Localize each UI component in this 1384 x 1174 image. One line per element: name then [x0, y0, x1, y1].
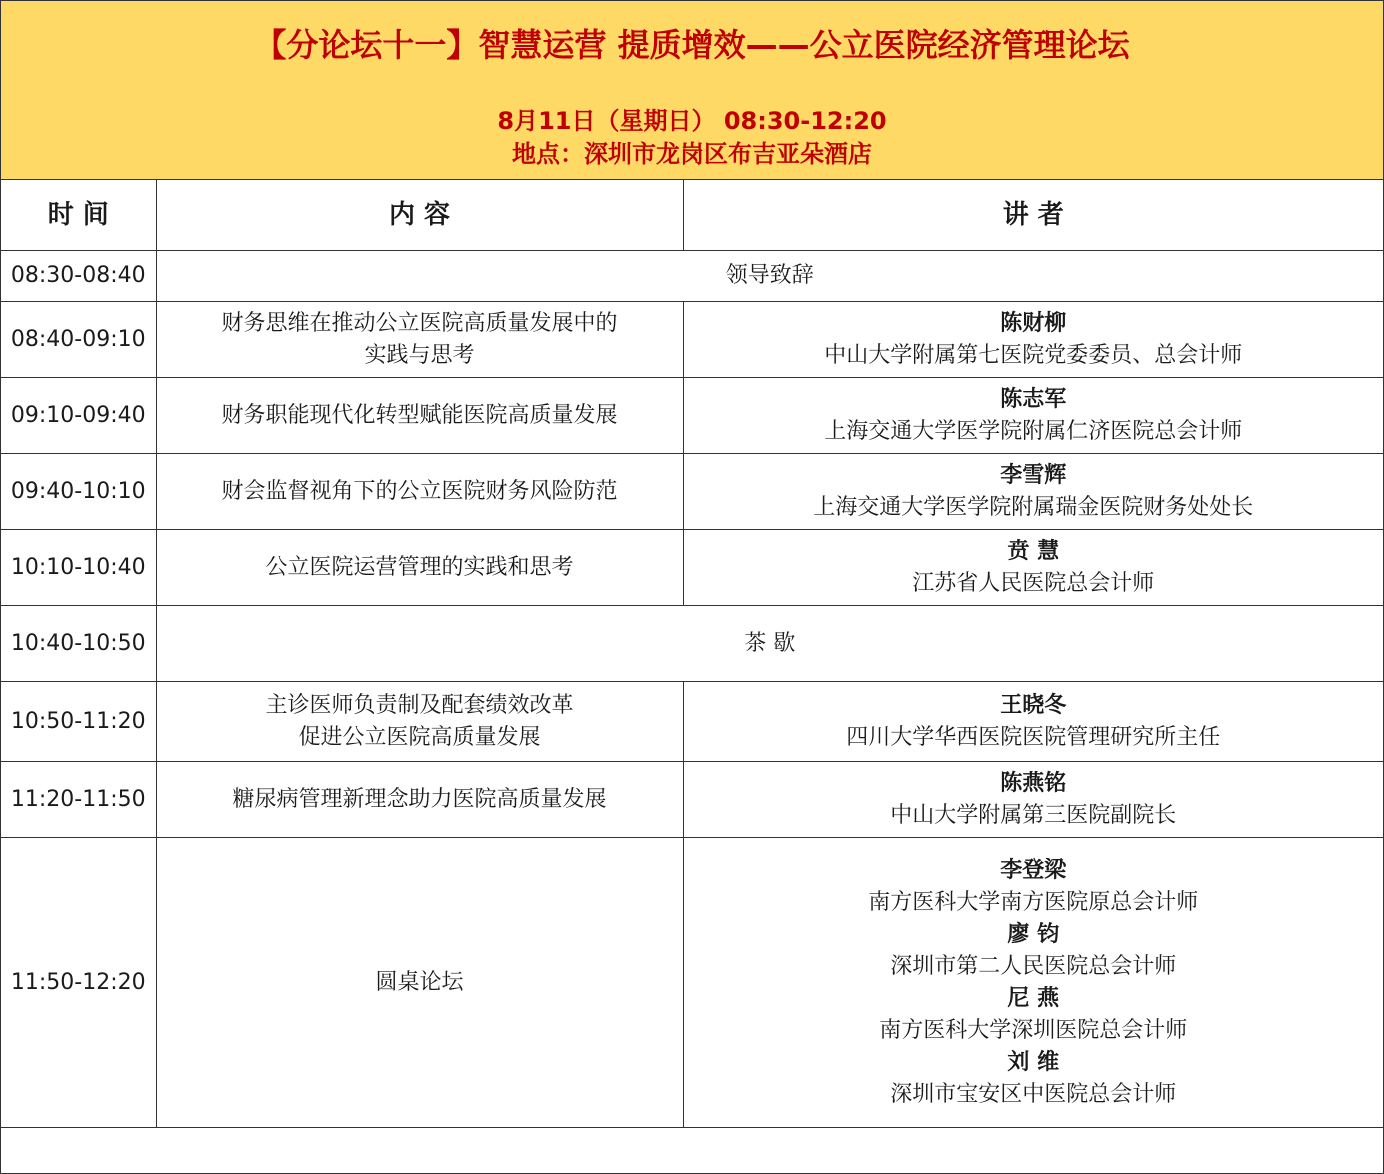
row-content: [156, 530, 683, 606]
content-line: 茶 歇: [744, 630, 796, 656]
row-time: 10:50-11:20: [1, 682, 156, 762]
row-speaker: [683, 838, 1383, 1128]
row-speaker: [683, 530, 1383, 606]
row-time: 09:10-09:40: [1, 378, 156, 454]
column-header-speaker: 讲 者: [683, 180, 1383, 251]
speaker-affiliation: 上海交通大学医学院附属瑞金医院财务处处长: [813, 494, 1254, 520]
row-time: 10:40-10:50: [1, 606, 156, 682]
forum-date: 8月11日（星期日） 08:30-12:20: [497, 107, 887, 135]
forum-venue: 地点：深圳市龙岗区布吉亚朵酒店: [512, 140, 872, 168]
content-line: 财务思维在推动公立医院高质量发展中的: [221, 310, 618, 336]
agenda-table: [1, 180, 1383, 1174]
content-line: 圆桌论坛: [375, 969, 464, 995]
speaker-name: 李登梁: [1000, 857, 1067, 883]
row-content: [156, 762, 683, 838]
row-time: 11:50-12:20: [1, 838, 156, 1128]
speaker-name: 尼 燕: [1007, 985, 1060, 1011]
row-speaker: [683, 762, 1383, 838]
row-speaker: [683, 682, 1383, 762]
speaker-name: 陈志军: [1000, 386, 1067, 412]
table-row: [1, 682, 1383, 762]
row-time: 08:40-09:10: [1, 302, 156, 378]
speaker-name: 刘 维: [1007, 1049, 1060, 1075]
table-row: [1, 251, 1383, 302]
content-line: 财会监督视角下的公立医院财务风险防范: [221, 478, 618, 504]
speaker-name: 李雪辉: [1000, 462, 1067, 488]
content-line: 财务职能现代化转型赋能医院高质量发展: [221, 402, 618, 428]
content-line: 主诊医师负责制及配套绩效改革: [265, 692, 574, 718]
row-speaker: [683, 302, 1383, 378]
row-content: [156, 251, 1383, 302]
row-content: [156, 682, 683, 762]
table-row: [1, 530, 1383, 606]
content-line: 公立医院运营管理的实践和思考: [265, 554, 574, 580]
content-line: 促进公立医院高质量发展: [298, 724, 541, 750]
row-time: 08:30-08:40: [1, 251, 156, 302]
table-row: [1, 378, 1383, 454]
speaker-affiliation: 深圳市宝安区中医院总会计师: [890, 1081, 1177, 1107]
speaker-affiliation: 南方医科大学南方医院原总会计师: [868, 889, 1199, 915]
speaker-name: 王晓冬: [1000, 692, 1067, 718]
row-speaker: [683, 454, 1383, 530]
table-row: [1, 454, 1383, 530]
row-time: 11:20-11:50: [1, 762, 156, 838]
header-banner: [1, 1, 1383, 180]
table-row: [1, 302, 1383, 378]
speaker-affiliation: 江苏省人民医院总会计师: [912, 570, 1155, 596]
speaker-name: 陈燕铭: [1000, 770, 1067, 796]
content-line: 领导致辞: [725, 263, 814, 288]
row-time: 09:40-10:10: [1, 454, 156, 530]
speaker-name: 廖 钧: [1007, 921, 1060, 947]
empty-row: [1, 1128, 1383, 1174]
table-row: [1, 762, 1383, 838]
table-row: [1, 838, 1383, 1128]
speaker-affiliation: 深圳市第二人民医院总会计师: [890, 953, 1177, 979]
row-content: [156, 302, 683, 378]
row-content: [156, 378, 683, 454]
speaker-affiliation: 四川大学华西医院医院管理研究所主任: [846, 724, 1221, 750]
speaker-affiliation: 中山大学附属第七医院党委委员、总会计师: [824, 342, 1243, 368]
row-speaker: [683, 378, 1383, 454]
speaker-name: 陈财柳: [1000, 310, 1067, 336]
speaker-affiliation: 南方医科大学深圳医院总会计师: [879, 1017, 1188, 1043]
column-header-content: 内 容: [156, 180, 683, 251]
row-content: [156, 838, 683, 1128]
table-header-row: [1, 180, 1383, 251]
speaker-name: 贲 慧: [1007, 538, 1060, 564]
empty-cell: [1, 1128, 1383, 1174]
agenda-body: [1, 251, 1383, 1174]
content-line: 实践与思考: [364, 342, 475, 368]
table-row: [1, 606, 1383, 682]
row-content: [156, 454, 683, 530]
speaker-affiliation: 中山大学附属第三医院副院长: [890, 802, 1177, 828]
row-time: 10:10-10:40: [1, 530, 156, 606]
column-header-time: 时 间: [1, 180, 156, 251]
forum-title: 【分论坛十一】智慧运营 提质增效——公立医院经济管理论坛: [254, 26, 1130, 64]
speaker-affiliation: 上海交通大学医学院附属仁济医院总会计师: [824, 418, 1243, 444]
row-content: [156, 606, 1383, 682]
content-line: 糖尿病管理新理念助力医院高质量发展: [232, 786, 607, 812]
